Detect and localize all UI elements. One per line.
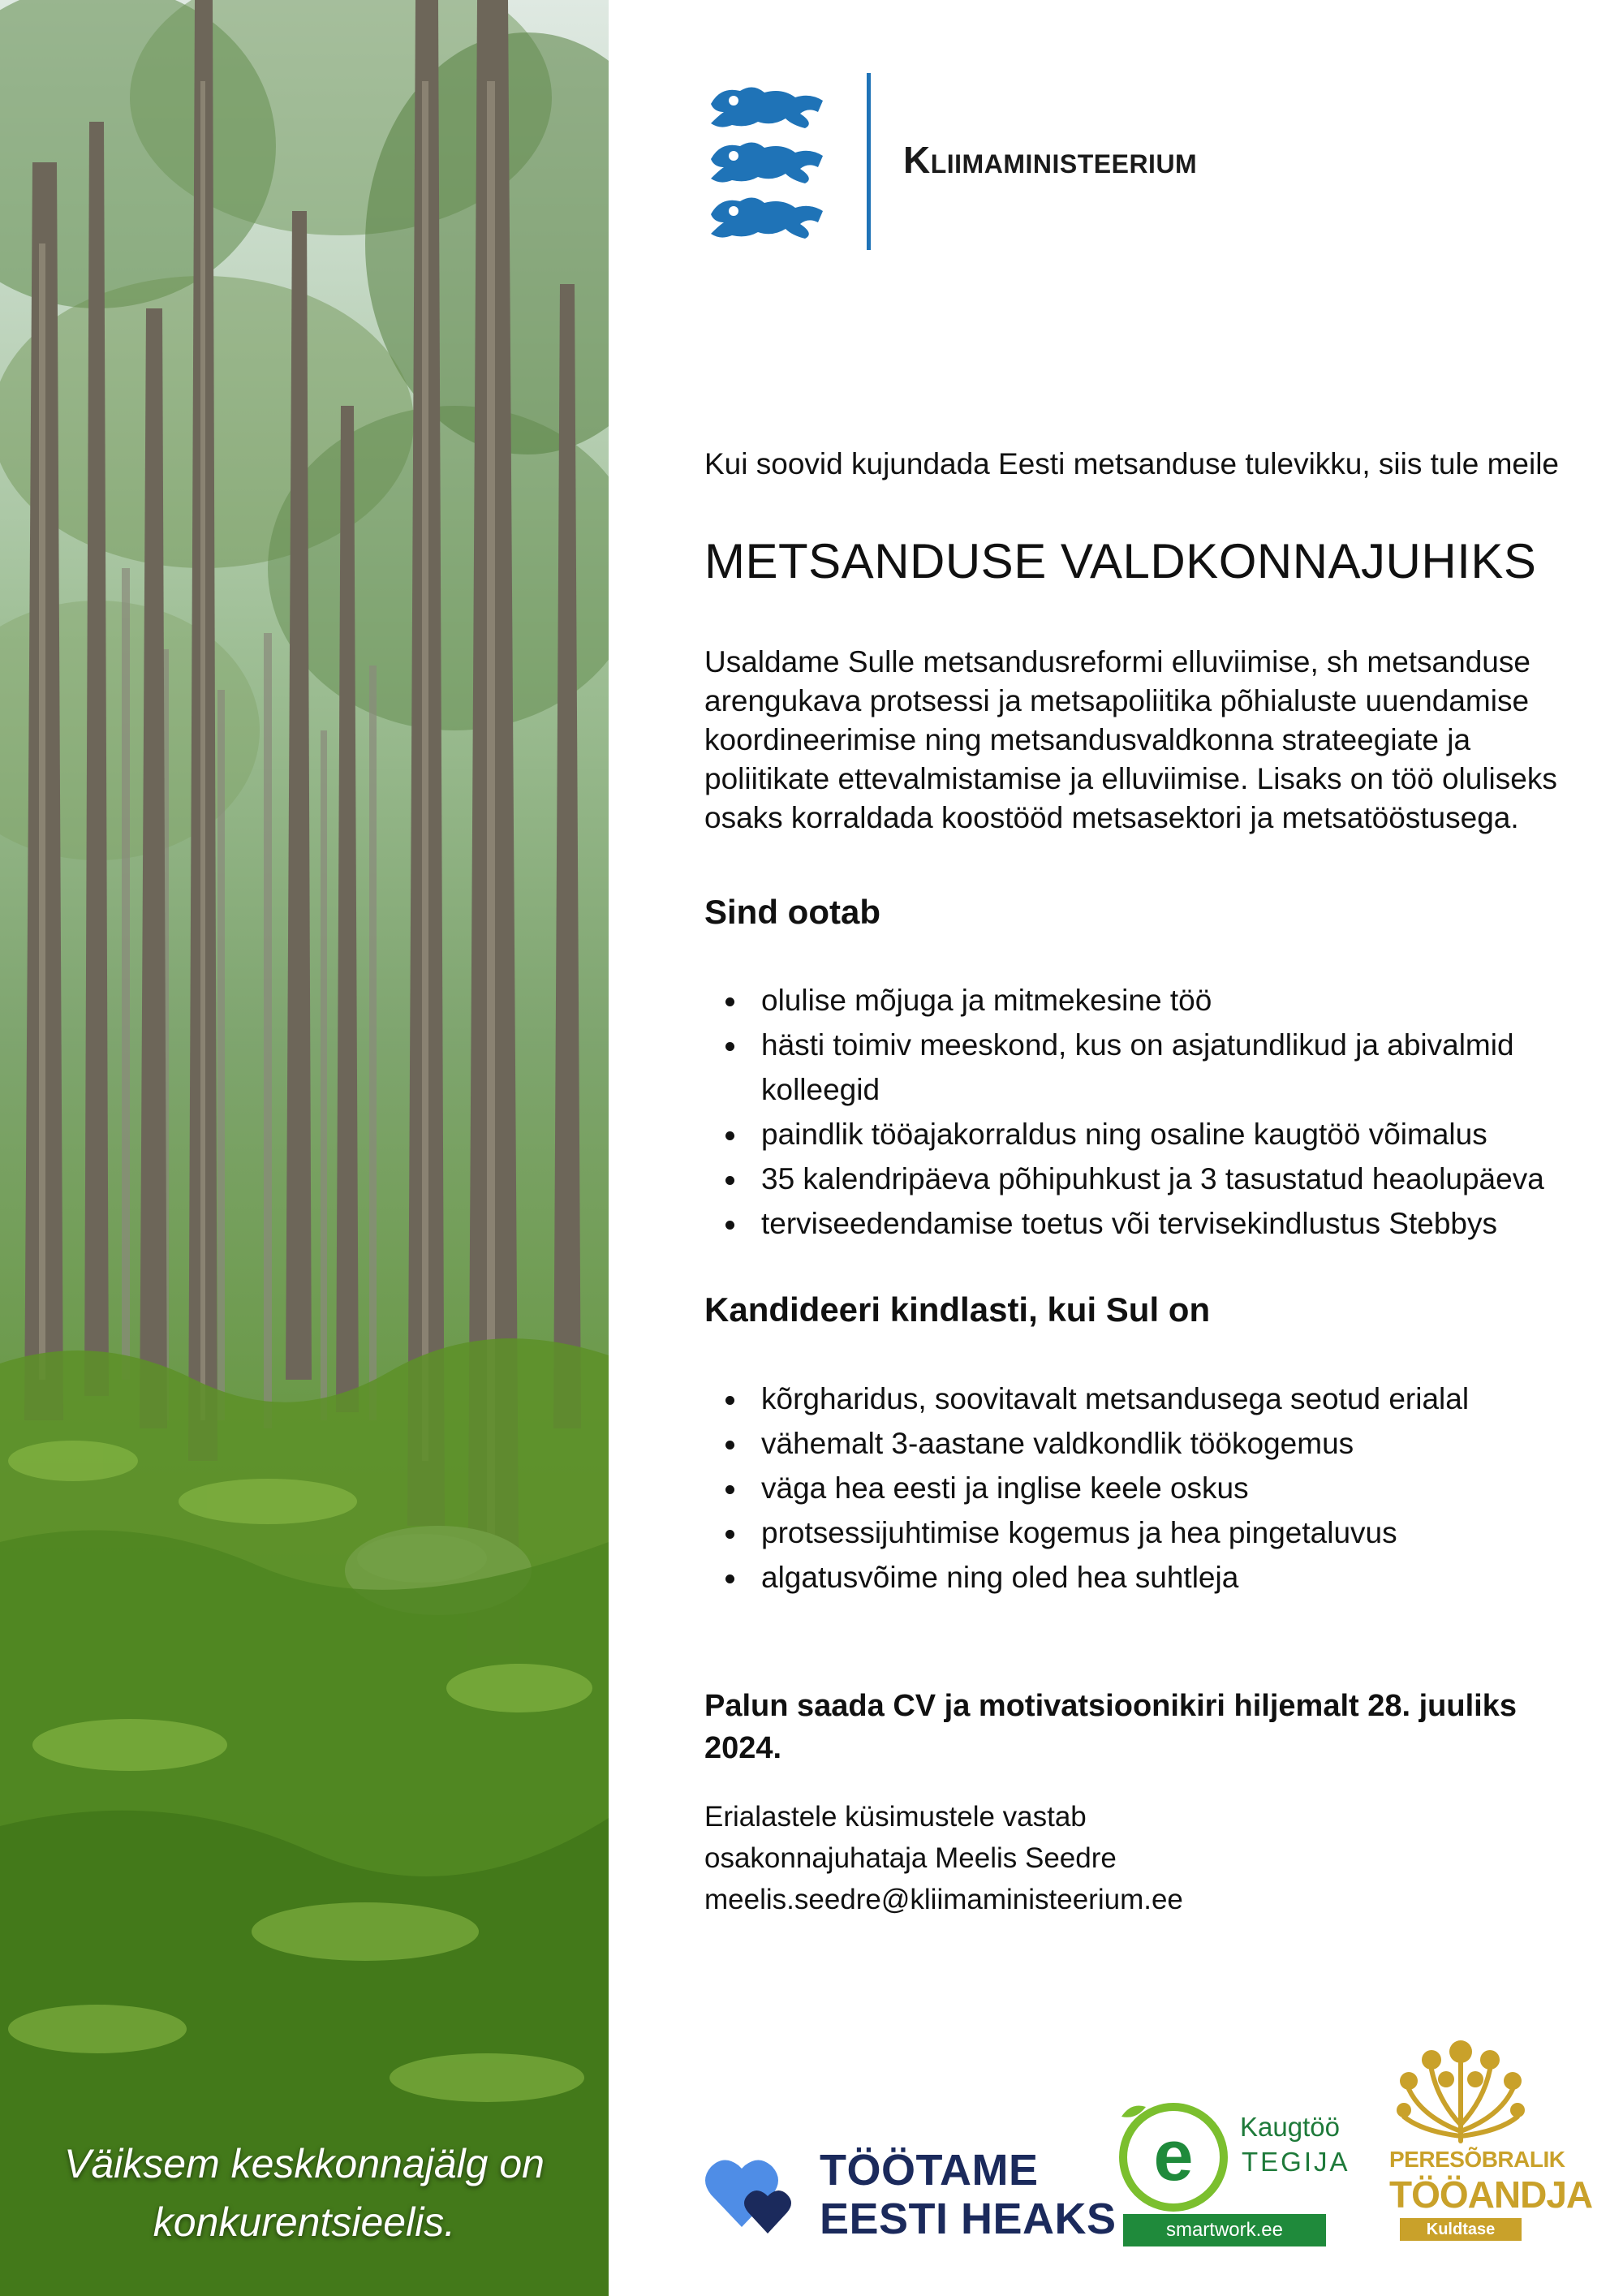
requirement-item: väga hea eesti ja inglise keele oskus bbox=[704, 1466, 1589, 1510]
smartwork-label-line2: TEGIJA bbox=[1242, 2147, 1350, 2177]
tootame-line1: TÖÖTAME bbox=[820, 2146, 1039, 2195]
requirement-item: protsessijuhtimise kogemus ja hea pingetaluvus bbox=[704, 1510, 1589, 1555]
job-title: METSANDUSE VALDKONNAJUHIKS bbox=[704, 534, 1537, 588]
contact-block bbox=[704, 1796, 1589, 1920]
pere-label-line2: TÖÖANDJA bbox=[1389, 2173, 1593, 2216]
requirement-item: vähemalt 3-aastane valdkondlik töökogemus bbox=[704, 1421, 1589, 1466]
offer-item: hästi toimiv meeskond, kus on asjatundlikud ja abivalmid kolleegid bbox=[704, 1023, 1589, 1112]
pere-label-line1: PERESÕBRALIK bbox=[1389, 2147, 1565, 2172]
contact-email[interactable]: meelis.seedre@kliimaministeerium.ee bbox=[704, 1884, 1183, 1915]
forest-illustration bbox=[0, 0, 609, 2296]
forest-photo bbox=[0, 0, 609, 2296]
image-caption bbox=[32, 2134, 576, 2251]
offer-list bbox=[704, 978, 1589, 1246]
job-description: Usaldame Sulle metsandusreformi elluviimise, sh metsanduse arengukava protsessi ja metsapoliitika põhialuste uuendamise koordineerimise ning metsandusvaldkonna strateegiate ja poliitikate ettevalmistamise ja elluviimise. Lisaks on töö oluliseks osaks korraldada koostööd metsasektori ja metsatööstusega. bbox=[704, 645, 1557, 834]
header-divider bbox=[867, 73, 871, 250]
requirement-item: kõrgharidus, soovitavalt metsandusega seotud erialal bbox=[704, 1376, 1589, 1421]
requirement-item: algatusvõime ning oled hea suhtleja bbox=[704, 1555, 1589, 1600]
hearts-icon bbox=[704, 2149, 799, 2238]
offer-item: terviseedendamise toetus või tervisekindlustus Stebbys bbox=[704, 1201, 1589, 1246]
pere-level-badge: Kuldtase bbox=[1400, 2218, 1522, 2241]
three-lions-crest-icon bbox=[704, 80, 828, 242]
contact-person: osakonnajuhataja Meelis Seedre bbox=[704, 1842, 1117, 1874]
application-deadline: Palun saada CV ja motivatsioonikiri hiljemalt 28. juuliks 2024. bbox=[704, 1689, 1517, 1765]
tootame-line2: EESTI HEAKS bbox=[820, 2195, 1117, 2243]
ministry-name: Kliimaministeerium bbox=[903, 139, 1198, 181]
svg-text:e: e bbox=[1153, 2115, 1194, 2195]
tootame-eesti-heaks-logo bbox=[820, 2146, 1117, 2243]
offer-item: 35 kalendripäeva põhipuhkust ja 3 tasustatud heaolupäeva bbox=[704, 1157, 1589, 1201]
requirements-heading: Kandideeri kindlasti, kui Sul on bbox=[704, 1290, 1211, 1329]
smartwork-label-line1: Kaugtöö bbox=[1240, 2112, 1340, 2142]
image-caption-line1: Väiksem keskkonnajälg on bbox=[64, 2141, 545, 2186]
offer-item: paindlik tööajakorraldus ning osaline kaugtöö võimalus bbox=[704, 1112, 1589, 1157]
requirements-list bbox=[704, 1376, 1589, 1600]
offer-item: olulise mõjuga ja mitmekesine töö bbox=[704, 978, 1589, 1023]
intro-text: Kui soovid kujundada Eesti metsanduse tulevikku, siis tule meile bbox=[704, 447, 1560, 480]
offer-heading: Sind ootab bbox=[704, 893, 880, 931]
image-caption-line2: konkurentsieelis. bbox=[153, 2199, 456, 2245]
smartwork-url: smartwork.ee bbox=[1123, 2214, 1326, 2246]
contact-line1: Erialastele küsimustele vastab bbox=[704, 1801, 1087, 1833]
